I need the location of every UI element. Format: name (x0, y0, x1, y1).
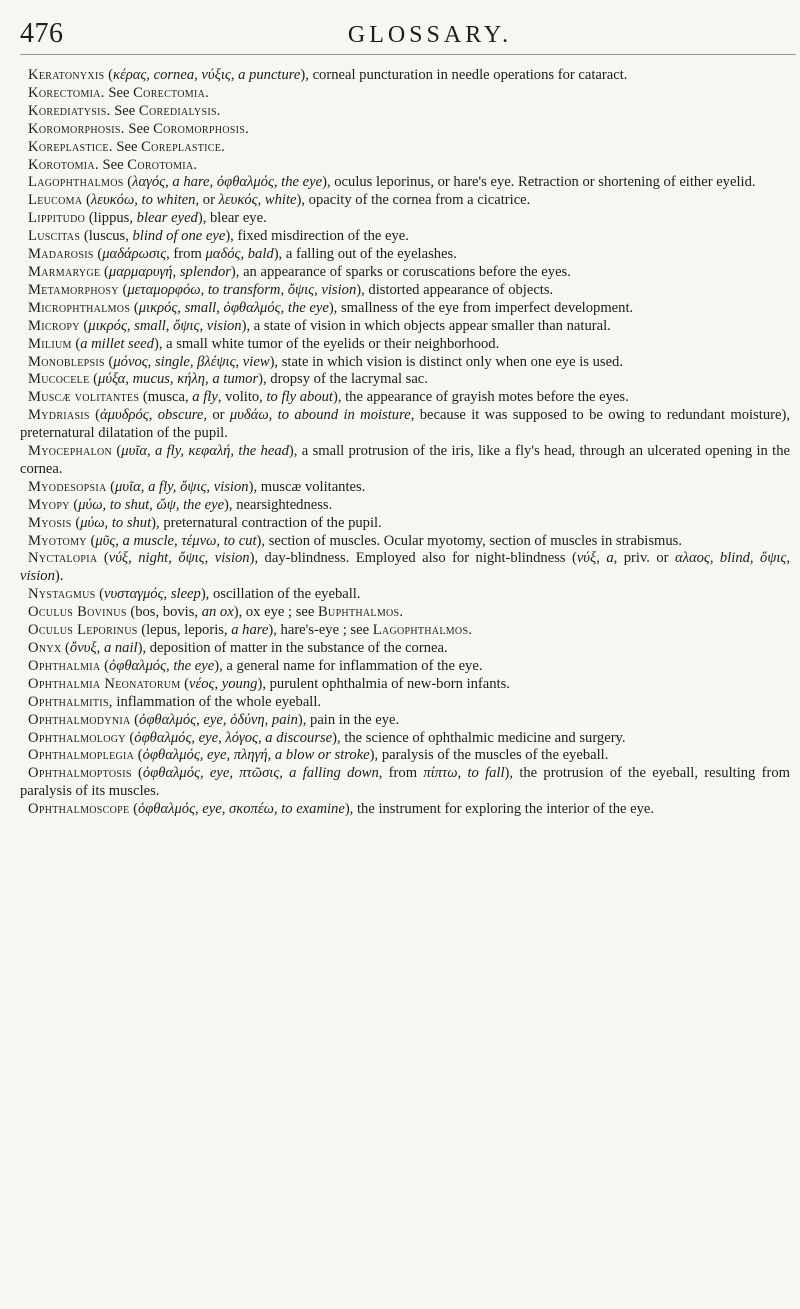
entry-definition-text: ), oscillation of the eyeball. (200, 586, 361, 603)
entry-definition-text: (lippus, (85, 210, 137, 227)
entry-definition-text: ( (93, 246, 103, 263)
entry-definition-text: μύω, to shut, ὤψ, the eye (78, 496, 225, 513)
header-rule (20, 54, 796, 55)
entry-definition-text: ( (71, 335, 81, 352)
entry-definition-text: ( (118, 281, 128, 298)
entry-term: Ophthalmoptosis (28, 765, 132, 782)
entry-term: Myotomy (28, 532, 87, 549)
entry-term: Koromorphosis. (28, 120, 125, 137)
entry-term: Madarosis (28, 246, 94, 263)
entry-definition-text: ), state in which vision is distinct only when one eye is used. (269, 353, 624, 370)
entry-definition-text: ( (86, 532, 96, 549)
entry-definition-text: See (104, 84, 134, 101)
entry-definition-text: ), a small white tumor of the eyelids or their neighborhood. (153, 335, 500, 352)
entry-definition-text: ( (129, 801, 138, 818)
entry-definition-text: νύξ, night, ὄψις, vision (108, 550, 250, 567)
entry-definition-text: , volito, (217, 389, 267, 406)
entry-definition-text: ( (71, 514, 81, 531)
entry-definition-text: a fly (192, 389, 218, 406)
glossary-entry (20, 407, 790, 443)
entry-definition-text: μυῖα, a fly, κεφαλή, the head (121, 443, 289, 460)
entry-term: Mydriasis (28, 407, 90, 424)
entry-definition-text: See (124, 120, 154, 137)
entry-term: Korediatysis. (28, 102, 111, 119)
glossary-entry (20, 139, 790, 157)
glossary-entry (20, 640, 790, 658)
entry-definition-text: ( (89, 407, 101, 424)
glossary-entry (20, 694, 790, 712)
entry-definition-text: αλαος, blind, ὄψις, vision (20, 550, 791, 585)
entry-definition-text: ( (112, 443, 122, 460)
entry-term: Mucocele (28, 371, 90, 388)
entry-definition-text: λευκός, white (218, 192, 297, 209)
glossary-entry (20, 282, 790, 300)
entry-term: Nystagmus (28, 586, 96, 603)
entry-term: Ophthalmitis, (28, 693, 113, 710)
entry-definition-text: μύξα, mucus, κήλη, a tumor (98, 371, 259, 388)
glossary-entry (20, 354, 790, 372)
glossary-entry (20, 747, 790, 765)
entry-definition-text: ), hare's-eye ; see (268, 622, 373, 639)
entry-term: Lippitudo (28, 210, 86, 227)
cross-reference: Buphthalmos. (318, 604, 404, 621)
entry-term: Ophthalmia Neonatorum (28, 675, 181, 692)
entry-definition-text: πίπτω, to fall (423, 765, 505, 782)
page-number: 476 (20, 18, 64, 49)
entry-definition-text: ), section of muscles. Ocular myotomy, section of muscles in strabismus. (256, 532, 682, 549)
glossary-entry (20, 765, 790, 801)
entry-term: Milium (28, 335, 72, 352)
entry-definition-text: ὀφθαλμός, eye, πτῶσις, a falling down (142, 765, 379, 782)
glossary-entry (20, 103, 790, 121)
entry-definition-text: ), a state of vision in which objects appear smaller than natural. (241, 317, 611, 334)
entry-definition-text: ( (95, 586, 104, 603)
entry-definition-text: ), the appearance of grayish motes before the eyes. (332, 389, 629, 406)
entry-definition-text: priv. or (617, 550, 675, 567)
entry-definition-text: inflammation of the whole eyeball. (112, 693, 322, 710)
cross-reference: Coreplastice. (141, 138, 226, 155)
entry-definition-text: (luscus, (80, 228, 133, 245)
entry-definition-text: κέρας, cornea, νύξις, a puncture (112, 67, 301, 83)
entry-term: Marmaryge (28, 263, 101, 280)
glossary-entry (20, 174, 790, 192)
entry-term: Korectomia. (28, 84, 105, 101)
cross-reference: Coredialysis. (138, 102, 221, 119)
entry-definition-text: μαδός, bald (205, 246, 274, 263)
entry-definition-text: μυδάω, to abound in moisture (229, 407, 411, 424)
entry-term: Oculus Leporinus (28, 622, 138, 639)
entry-definition-text: blind of one eye (132, 228, 226, 245)
entry-definition-text: νυσταγμός, sleep (103, 586, 201, 603)
entry-definition-text: ( (130, 299, 139, 316)
glossary-entries (20, 67, 790, 819)
running-head: GLOSSARY. (347, 22, 513, 48)
entry-definition-text: , from (378, 765, 424, 782)
entry-definition-text: ), purulent ophthalmia of new-born infants. (257, 675, 510, 692)
glossary-entry (20, 658, 790, 676)
entry-definition-text: blear eyed (136, 210, 198, 227)
glossary-entry (20, 676, 790, 694)
entry-definition-text: ὄνυξ, a nail (69, 640, 138, 656)
glossary-entry (20, 67, 790, 85)
entry-term: Luscitas (28, 228, 81, 245)
entry-definition-text: ὀφθαλμός, eye, σκοπέω, to examine (137, 801, 345, 818)
entry-definition-text: ὀφθαλμός, eye, λόγος, a discourse (134, 729, 333, 746)
entry-term: Microphthalmos (28, 299, 131, 316)
glossary-entry (20, 586, 790, 604)
entry-definition-text: ), nearsightedness. (224, 496, 333, 513)
glossary-entry (20, 712, 790, 730)
entry-definition-text: ἀμυδρός, obscure, (100, 407, 208, 424)
entry-term: Oculus Bovinus (28, 604, 127, 621)
entry-definition-text: ), the protrusion of the eyeball, resulting from paralysis of its muscles. (20, 765, 790, 800)
glossary-entry (20, 192, 790, 210)
entry-term: Myopy (28, 496, 70, 513)
entry-term: Ophthalmoscope (28, 801, 130, 818)
entry-definition-text: (musca, (139, 389, 193, 406)
entry-term: Ophthalmology (28, 729, 126, 746)
glossary-entry (20, 121, 790, 139)
page-header (20, 18, 780, 52)
entry-definition-text: , because it was supposed to be owing to redundant moisture), preternatural dilatation of the pupil. (20, 407, 790, 442)
cross-reference: Corectomia. (133, 84, 210, 101)
entry-term: Myosis (28, 514, 72, 531)
entry-definition-text: νύξ, a, (576, 550, 618, 567)
entry-definition-text: ), smallness of the eye from imperfect development. (328, 299, 634, 316)
entry-definition-text: ), blear eye. (197, 210, 267, 227)
entry-definition-text: ), a small protrusion of the iris, like a fly's head, through an ulcerated opening in the cornea. (20, 443, 790, 477)
entry-definition-text: λευκόω, to whiten, (90, 192, 200, 209)
glossary-entry (20, 300, 790, 318)
entry-definition-text: ( (82, 192, 91, 209)
cross-reference: Lagophthalmos. (372, 622, 473, 639)
entry-definition-text: ), corneal puncturation in needle operations for cataract. (300, 67, 628, 83)
entry-definition-text: ), dropsy of the lacrymal sac. (258, 371, 428, 388)
glossary-entry (20, 622, 790, 640)
entry-definition-text: ), oculus leporinus, or hare's eye. Retraction or shortening of either eyelid. (322, 174, 756, 191)
entry-definition-text: a millet seed (80, 335, 154, 352)
entry-definition-text: μαρμαρυγή, splendor (108, 263, 231, 280)
entry-definition-text: ), a general name for inflammation of the eye. (214, 657, 483, 674)
entry-definition-text: ( (100, 657, 109, 674)
entry-term: Ophthalmia (28, 657, 101, 674)
entry-term: Keratonyxis (28, 67, 105, 83)
entry-term: Metamorphosy (28, 281, 119, 298)
entry-definition-text: ), preternatural contraction of the pupil. (151, 514, 382, 531)
entry-definition-text: (lepus, leporis, (137, 622, 232, 639)
entry-definition-text: μικρός, small, ὀφθαλμός, the eye (138, 299, 329, 316)
glossary-entry (20, 157, 790, 175)
entry-definition-text: an ox (201, 604, 234, 621)
entry-definition-text: ( (61, 640, 70, 656)
glossary-entry (20, 533, 790, 551)
glossary-entry (20, 246, 790, 264)
entry-definition-text: ( (106, 478, 116, 495)
entry-term: Lagophthalmos (28, 174, 124, 191)
entry-definition-text: ( (89, 371, 99, 388)
entry-definition-text: μόνος, single, βλέψις, view (113, 353, 270, 370)
entry-definition-text: ), fixed misdirection of the eye. (225, 228, 409, 245)
entry-term: Onyx (28, 640, 62, 656)
entry-definition-text: ), ox eye ; see (233, 604, 319, 621)
glossary-entry (20, 730, 790, 748)
entry-term: Leucoma (28, 192, 83, 209)
glossary-entry (20, 85, 790, 103)
entry-definition-text: ), the instrument for exploring the interior of the eye. (344, 801, 655, 818)
entry-definition-text: ), pain in the eye. (297, 711, 400, 728)
entry-definition-text: ), opacity of the cornea from a cicatrice. (296, 192, 531, 209)
glossary-entry (20, 318, 790, 336)
entry-definition-text: ( (104, 67, 113, 83)
entry-definition-text: or (199, 192, 219, 209)
entry-definition-text: ( (97, 550, 109, 567)
glossary-entry (20, 336, 790, 354)
entry-definition-text: ), distorted appearance of objects. (356, 281, 554, 298)
entry-definition-text: a hare (231, 622, 269, 639)
entry-definition-text: ), day-blindness. Employed also for night-blindness ( (249, 550, 577, 567)
cross-reference: Corotomia. (127, 156, 198, 173)
entry-definition-text: ( (131, 765, 143, 782)
entry-term: Ophthalmoplegia (28, 747, 135, 764)
entry-definition-text: μύω, to shut (80, 514, 152, 531)
entry-definition-text: ὀφθαλμός, the eye (108, 657, 215, 674)
entry-definition-text: See (112, 138, 142, 155)
entry-definition-text: ). (54, 568, 64, 585)
entry-term: Nyctalopia (28, 550, 98, 567)
glossary-entry (20, 264, 790, 282)
entry-definition-text: ( (123, 174, 133, 191)
entry-definition-text: ( (69, 496, 79, 513)
entry-term: Ophthalmodynia (28, 711, 131, 728)
entry-definition-text: ( (125, 729, 135, 746)
entry-term: Myodesopsia (28, 478, 107, 495)
entry-definition-text: ), muscæ volitantes. (248, 478, 366, 495)
entry-definition-text: λαγός, a hare, ὀφθαλμός, the eye (132, 174, 323, 191)
entry-definition-text: ), an appearance of sparks or coruscations before the eyes. (230, 263, 571, 280)
entry-definition-text: μυῖα, a fly, ὄψις, vision (115, 478, 249, 495)
entry-definition-text: ὀφθαλμός, eye, ὀδύνη, pain (139, 711, 298, 728)
entry-term: Muscæ volitantes (28, 389, 140, 406)
entry-definition-text: See (110, 102, 139, 119)
glossary-entry (20, 604, 790, 622)
entry-definition-text: μεταμορφόω, to transform, ὄψις, vision (127, 281, 357, 298)
glossary-entry (20, 389, 790, 407)
entry-definition-text: ( (79, 317, 89, 334)
entry-definition-text: νέος, young (189, 675, 258, 692)
entry-term: Koreplastice. (28, 138, 113, 155)
entry-definition-text: μῦς, a muscle, τέμνω, to cut (95, 532, 257, 549)
entry-definition-text: ὀφθαλμός, eye, πληγή, a blow or stroke (142, 747, 370, 764)
entry-definition-text: μαδάρωσις (102, 246, 167, 263)
entry-definition-text: ( (134, 747, 143, 764)
entry-definition-text: ), deposition of matter in the substance of the cornea. (137, 640, 448, 656)
entry-definition-text: , from (166, 246, 206, 263)
entry-term: Micropy (28, 317, 80, 334)
entry-definition-text: ( (104, 353, 114, 370)
entry-definition-text: ( (180, 675, 190, 692)
entry-definition-text: or (207, 407, 230, 424)
entry-definition-text: to fly about (266, 389, 333, 406)
entry-term: Korotomia. (28, 156, 99, 173)
glossary-entry (20, 228, 790, 246)
glossary-entry (20, 210, 790, 228)
cross-reference: Coromorphosis. (153, 120, 250, 137)
entry-definition-text: (bos, bovis, (126, 604, 202, 621)
entry-definition-text: See (98, 156, 128, 173)
glossary-entry (20, 550, 790, 586)
entry-definition-text: μικρός, small, ὄψις, vision (88, 317, 242, 334)
glossary-entry (20, 497, 790, 515)
glossary-entry (20, 801, 790, 819)
entry-definition-text: ), the science of ophthalmic medicine and surgery. (332, 729, 626, 746)
entry-definition-text: ( (100, 263, 109, 280)
entry-definition-text: ( (130, 711, 140, 728)
glossary-entry (20, 443, 790, 479)
entry-term: Myocephalon (28, 443, 113, 460)
entry-definition-text: ), paralysis of the muscles of the eyeball. (369, 747, 609, 764)
entry-term: Monoblepsis (28, 353, 105, 370)
glossary-entry (20, 515, 790, 533)
glossary-entry (20, 371, 790, 389)
entry-definition-text: ), a falling out of the eyelashes. (273, 246, 457, 263)
glossary-entry (20, 479, 790, 497)
